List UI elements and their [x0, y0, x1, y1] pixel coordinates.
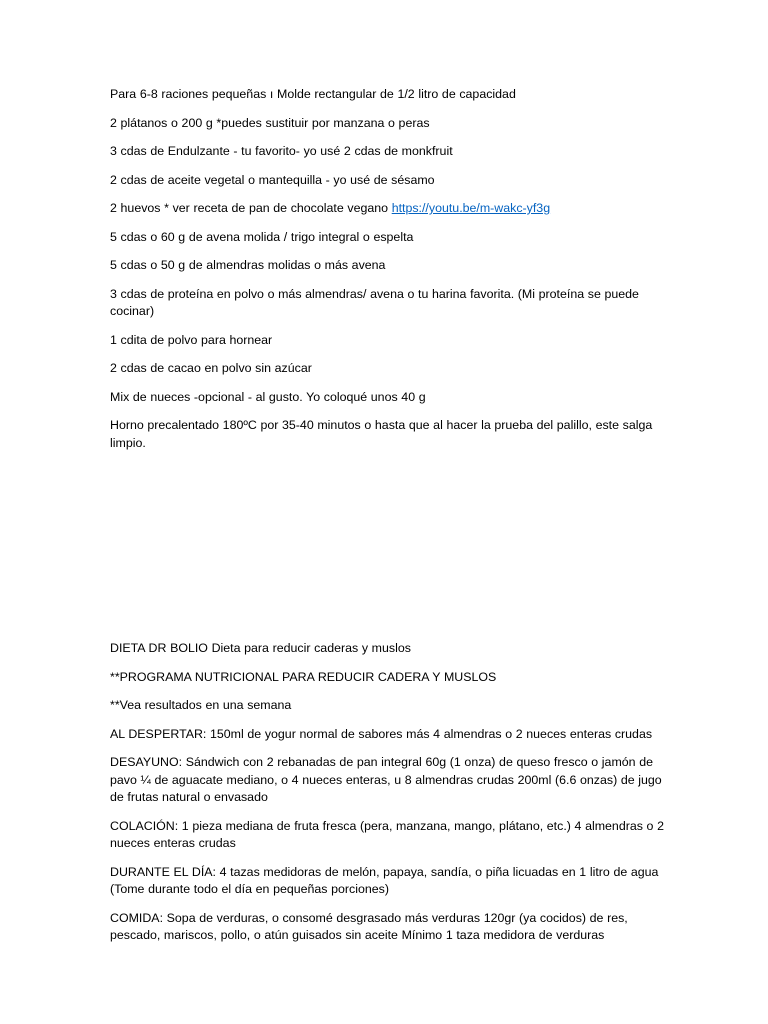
recipe-video-link[interactable]: https://youtu.be/m-wakc-yf3g	[391, 201, 551, 215]
diet-during-day: DURANTE EL DÍA: 4 tazas medidoras de melón, papaya, sandía, o piña licuadas en 1 litro de agua (Tome durante todo el día en pequeñas porciones)	[110, 864, 659, 896]
diet-program-heading: **PROGRAMA NUTRICIONAL PARA REDUCIR CADERA Y MUSLOS	[110, 669, 497, 684]
recipe-ingredient-protein: 3 cdas de proteína en polvo o más almendras/ avena o tu harina favorita. (Mi proteína se puede cocinar)	[110, 286, 639, 318]
diet-snack: COLACIÓN: 1 pieza mediana de fruta fresca (pera, manzana, mango, plátano, etc.) 4 almendras o 2 nueces enteras crudas	[110, 818, 664, 850]
recipe-servings-line: Para 6-8 raciones pequeñas ı Molde rectangular de 1/2 litro de capacidad	[110, 87, 516, 101]
recipe-ingredient-oats: 5 cdas o 60 g de avena molida / trigo integral o espelta	[110, 229, 414, 244]
recipe-ingredient-baking-powder: 1 cdita de polvo para hornear	[110, 332, 273, 347]
recipe-ingredient-bananas: 2 plátanos o 200 g *puedes sustituir por manzana o peras	[110, 115, 430, 130]
recipe-ingredient-cacao: 2 cdas de cacao en polvo sin azúcar	[110, 361, 312, 375]
recipe-ingredient-almonds: 5 cdas o 50 g de almendras molidas o más avena	[110, 258, 386, 272]
recipe-ingredient-nuts: Mix de nueces -opcional - al gusto. Yo coloqué unos 40 g	[110, 389, 426, 404]
recipe-ingredient-eggs	[110, 200, 666, 218]
recipe-ingredient-oil: 2 cdas de aceite vegetal o mantequilla - yo usé de sésamo	[110, 172, 435, 187]
recipe-ingredient-sweetener: 3 cdas de Endulzante - tu favorito- yo usé 2 cdas de monkfruit	[110, 144, 453, 158]
diet-lunch: COMIDA: Sopa de verduras, o consomé desgrasado más verduras 120gr (ya cocidos) de res, pescado, mariscos, pollo, o atún guisados sin aceite Mínimo 1 taza medidora de verduras	[110, 910, 628, 942]
diet-title: DIETA DR BOLIO Dieta para reducir caderas y muslos	[110, 641, 411, 655]
recipe-oven-instructions: Horno precalentado 180ºC por 35-40 minutos o hasta que al hacer la prueba del palillo, este salga limpio.	[110, 418, 653, 450]
diet-breakfast: DESAYUNO: Sándwich con 2 rebanadas de pan integral 60g (1 onza) de queso fresco o jamón de pavo ¼ de aguacate mediano, o 4 nueces enteras, u 8 almendras crudas 200ml (6.6 onzas) de jugo de frutas natural o envasado	[110, 755, 662, 804]
recipe-eggs-text: 2 huevos * ver receta de pan de chocolate vegano	[110, 201, 392, 215]
diet-section	[110, 640, 666, 956]
diet-results-note: **Vea resultados en una semana	[110, 698, 292, 712]
diet-wake-up: AL DESPERTAR: 150ml de yogur normal de sabores más 4 almendras o 2 nueces enteras crudas	[110, 726, 653, 741]
recipe-section	[110, 86, 666, 463]
